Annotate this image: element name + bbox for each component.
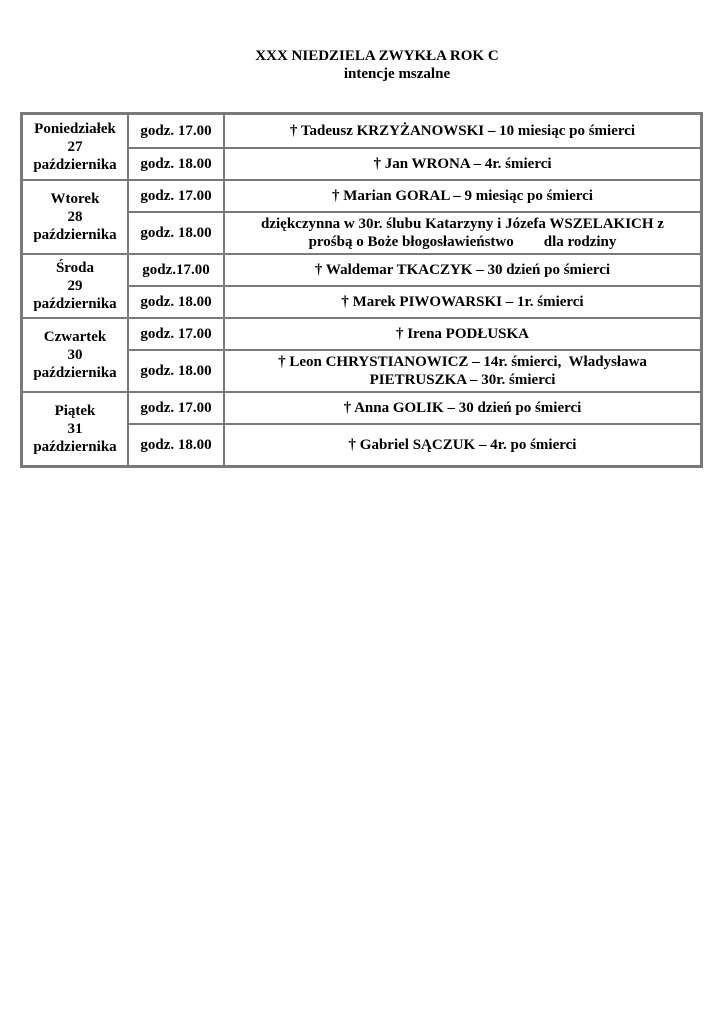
day-month: października	[33, 296, 117, 312]
day-date: 27	[67, 139, 83, 155]
intention-line: † Jan WRONA – 4r. śmierci	[373, 156, 552, 172]
mass-intentions-table	[20, 112, 703, 468]
intention-line: † Anna GOLIK – 30 dzień po śmierci	[343, 400, 582, 416]
intention-line: † Leon CHRYSTIANOWICZ – 14r. śmierci, Władysława	[278, 354, 647, 370]
mass-intention	[224, 424, 701, 466]
mass-time: godz.17.00	[128, 254, 224, 286]
day-date: 31	[67, 421, 83, 437]
mass-time: godz. 18.00	[128, 212, 224, 254]
day-cell-friday	[22, 392, 128, 466]
table-row	[22, 392, 701, 424]
day-name: Piątek	[54, 403, 96, 419]
document-header	[0, 47, 724, 83]
mass-time: godz. 18.00	[128, 424, 224, 466]
day-name: Poniedziałek	[34, 121, 116, 137]
table-row	[22, 114, 701, 148]
intention-line: dziękczynna w 30r. ślubu Katarzyny i Józefa WSZELAKICH z	[261, 216, 664, 232]
day-cell-monday	[22, 114, 128, 180]
day-month: października	[33, 157, 117, 173]
day-date: 29	[67, 278, 83, 294]
intention-line: prośbą o Boże błogosławieństwo dla rodziny	[308, 234, 617, 250]
mass-intention	[224, 286, 701, 318]
mass-intention	[224, 254, 701, 286]
mass-time: godz. 17.00	[128, 180, 224, 212]
intention-line: PIETRUSZKA – 30r. śmierci	[369, 372, 556, 388]
mass-intention	[224, 350, 701, 392]
mass-intention	[224, 180, 701, 212]
mass-intention	[224, 114, 701, 148]
mass-intention	[224, 318, 701, 350]
intention-line: † Gabriel SĄCZUK – 4r. po śmierci	[348, 437, 577, 453]
mass-time: godz. 17.00	[128, 318, 224, 350]
day-cell-thursday	[22, 318, 128, 392]
day-cell-wednesday	[22, 254, 128, 318]
day-date: 30	[67, 347, 83, 363]
page-title: XXX NIEDZIELA ZWYKŁA ROK C	[255, 48, 499, 64]
intention-line: † Marian GORAL – 9 miesiąc po śmierci	[332, 188, 593, 204]
day-name: Czwartek	[43, 329, 107, 345]
mass-time: godz. 18.00	[128, 350, 224, 392]
mass-time: godz. 18.00	[128, 286, 224, 318]
intention-line: † Tadeusz KRZYŻANOWSKI – 10 miesiąc po śmierci	[289, 123, 636, 139]
mass-time: godz. 17.00	[128, 392, 224, 424]
intention-line: † Waldemar TKACZYK – 30 dzień po śmierci	[314, 262, 611, 278]
day-month: października	[33, 439, 117, 455]
intention-line: † Irena PODŁUSKA	[395, 326, 530, 342]
day-month: października	[33, 365, 117, 381]
mass-time: godz. 17.00	[128, 114, 224, 148]
table-row	[22, 254, 701, 286]
mass-intention	[224, 148, 701, 180]
page-subtitle: intencje mszalne	[343, 66, 451, 82]
intention-line: † Marek PIWOWARSKI – 1r. śmierci	[341, 294, 584, 310]
day-name: Środa	[55, 260, 95, 276]
mass-intention	[224, 392, 701, 424]
day-cell-tuesday	[22, 180, 128, 254]
day-name: Wtorek	[50, 191, 100, 207]
table-row	[22, 318, 701, 350]
mass-time: godz. 18.00	[128, 148, 224, 180]
mass-intention	[224, 212, 701, 254]
table-row	[22, 180, 701, 212]
day-date: 28	[67, 209, 83, 225]
day-month: października	[33, 227, 117, 243]
